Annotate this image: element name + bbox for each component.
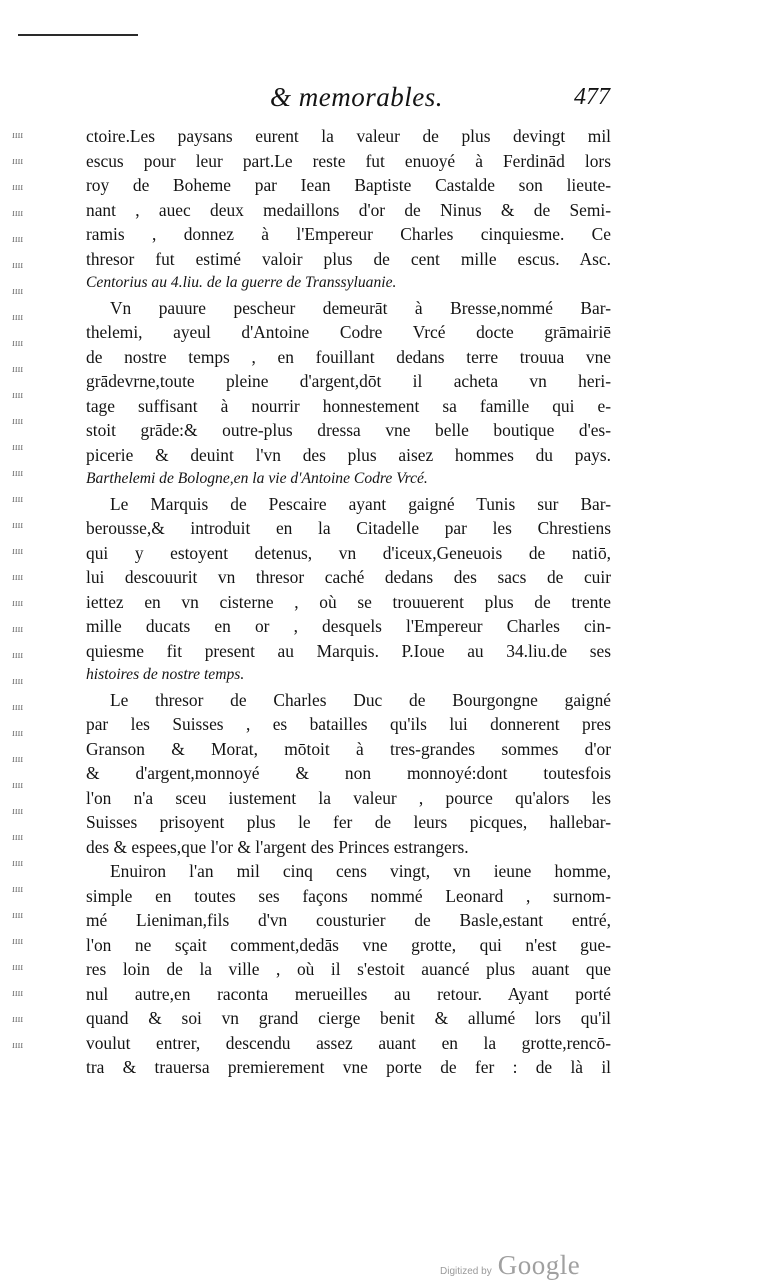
text-line: simple en toutes ses façons nommé Leonard , surnom- <box>86 885 611 906</box>
text-line: Vn pauure pescheur demeurāt à Bresse,nommé Bar- <box>110 297 611 318</box>
bleed-mark: ıııı <box>12 286 24 297</box>
bleed-mark: ıııı <box>12 130 24 141</box>
bleed-mark: ıııı <box>12 806 24 817</box>
bleed-mark: ıııı <box>12 1014 24 1025</box>
bleed-mark: ıııı <box>12 468 24 479</box>
text-line: mille ducats en or , desquels l'Empereur Charles cin- <box>86 616 611 636</box>
bleed-mark: ıııı <box>12 312 24 323</box>
text-line: l'on n'a sceu iustement la valeur , pource qu'alors les <box>86 787 611 808</box>
bleed-mark: ıııı <box>12 416 24 427</box>
bleed-mark: ıııı <box>12 1040 24 1051</box>
bleed-mark: ıııı <box>12 598 24 609</box>
text-line: grādevrne,toute pleine d'argent,dōt il acheta vn heri- <box>86 371 611 391</box>
facing-page-bleed <box>12 130 60 1090</box>
page-body <box>86 124 611 1080</box>
text-line: voulut entrer, descendu assez auant en la grotte,rencō- <box>86 1032 611 1053</box>
bleed-mark: ıııı <box>12 572 24 583</box>
text-line: berousse,& introduit en la Citadelle par les Chrestiens <box>86 518 611 538</box>
bleed-mark: ıııı <box>12 208 24 219</box>
bleed-mark: ıııı <box>12 832 24 843</box>
bleed-mark: ıııı <box>12 910 24 921</box>
bleed-mark: ıııı <box>12 988 24 999</box>
bleed-mark: ıııı <box>12 520 24 531</box>
bleed-mark: ıııı <box>12 364 24 375</box>
text-line: Suisses prisoyent plus le fer de leurs picques, hallebar- <box>86 812 611 832</box>
page-header <box>270 82 610 122</box>
bleed-mark: ıııı <box>12 962 24 973</box>
text-line: Enuiron l'an mil cinq cens vingt, vn ieune homme, <box>110 861 611 881</box>
bleed-mark: ıııı <box>12 442 24 453</box>
bleed-mark: ıııı <box>12 494 24 505</box>
text-line: Le Marquis de Pescaire ayant gaigné Tunis sur Bar- <box>110 493 611 514</box>
text-line: Le thresor de Charles Duc de Bourgongne gaigné <box>110 689 611 710</box>
page-number: 477 <box>574 84 610 110</box>
text-line: ctoire.Les paysans eurent la valeur de plus devingt mil <box>86 126 611 146</box>
text-line: Granson & Morat, mōtoit à tres-grandes sommes d'or <box>86 738 611 759</box>
text-line: roy de Boheme par Iean Baptiste Castalde son lieute- <box>86 175 611 195</box>
bleed-mark: ıııı <box>12 754 24 765</box>
text-line: mé Lieniman,fils d'vn cousturier de Basle,estant entré, <box>86 910 611 930</box>
text-line: l'on ne sçait comment,dedās vne grotte, qui n'est gue- <box>86 934 611 955</box>
text-line: nant , auec deux medaillons d'or de Ninus & de Semi- <box>86 199 611 220</box>
bleed-mark: ıııı <box>12 728 24 739</box>
bleed-mark: ıııı <box>12 676 24 687</box>
bleed-mark: ıııı <box>12 858 24 869</box>
text-line: ramis , donnez à l'Empereur Charles cinquiesme. Ce <box>86 224 611 244</box>
bleed-mark: ıııı <box>12 260 24 271</box>
text-line: & d'argent,monnoyé & non monnoyé:dont toutesfois <box>86 763 611 783</box>
citation-line: Centorius au 4.liu. de la guerre de Transsyluanie. <box>86 274 397 291</box>
text-line: qui y estoyent detenus, vn d'iceux,Geneuois de natiō, <box>86 542 611 563</box>
text-line: picerie & deuint l'vn des plus aisez hommes du pays. <box>86 444 611 465</box>
bleed-mark: ıııı <box>12 234 24 245</box>
text-line: des & espees,que l'or & l'argent des Princes estrangers. <box>86 836 469 857</box>
text-line: quiesme fit present au Marquis. P.Ioue au 34.liu.de ses <box>86 640 611 661</box>
bleed-mark: ıııı <box>12 780 24 791</box>
bleed-mark: ıııı <box>12 390 24 401</box>
text-line: par les Suisses , es batailles qu'ils lui donnerent pres <box>86 714 611 734</box>
text-line: stoit grāde:& outre-plus dressa vne belle boutique d'es- <box>86 420 611 440</box>
bleed-mark: ıııı <box>12 624 24 635</box>
text-line: iettez en vn cisterne , où se trouuerent plus de trente <box>86 591 611 612</box>
digitized-by-google-mark <box>440 1250 580 1281</box>
text-line: escus pour leur part.Le reste fut enuoyé à Ferdinād lors <box>86 150 611 171</box>
bleed-mark: ıııı <box>12 546 24 557</box>
bleed-mark: ıııı <box>12 182 24 193</box>
bleed-mark: ıııı <box>12 702 24 713</box>
text-line: quand & soi vn grand cierge benit & allumé lors qu'il <box>86 1008 611 1028</box>
text-line: thresor fut estimé valoir plus de cent mille escus. Asc. <box>86 248 611 269</box>
text-line: tage suffisant à nourrir honnestement sa famille qui e- <box>86 395 611 416</box>
bleed-mark: ıııı <box>12 338 24 349</box>
text-line: thelemi, ayeul d'Antoine Codre Vrcé docte grāmairiē <box>86 322 611 342</box>
bleed-mark: ıııı <box>12 936 24 947</box>
text-line: res loin de la ville , où il s'estoit auancé plus auant que <box>86 959 611 979</box>
bleed-mark: ıııı <box>12 156 24 167</box>
bleed-mark: ıııı <box>12 650 24 661</box>
citation-line: histoires de nostre temps. <box>86 666 245 683</box>
bleed-mark: ıııı <box>12 884 24 895</box>
text-line: nul autre,en raconta merueilles au retour. Ayant porté <box>86 983 611 1004</box>
top-rule <box>18 34 138 36</box>
text-line: de nostre temps , en fouillant dedans terre trouua vne <box>86 346 611 367</box>
text-line: tra & trauersa premierement vne porte de fer : de là il <box>86 1057 611 1077</box>
citation-line: Barthelemi de Bologne,en la vie d'Antoine Codre Vrcé. <box>86 470 428 487</box>
digitized-by-label: Digitized by <box>440 1266 492 1277</box>
running-title: & memorables. <box>270 82 443 112</box>
text-line: lui descouurit vn thresor caché dedans des sacs de cuir <box>86 567 611 587</box>
google-logo: Google <box>497 1250 581 1280</box>
